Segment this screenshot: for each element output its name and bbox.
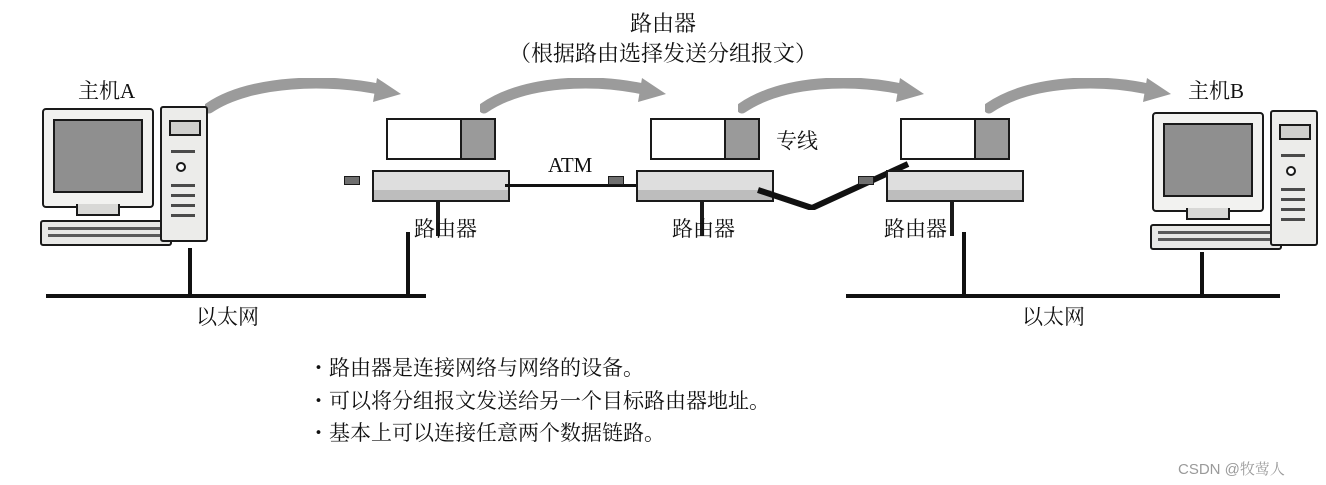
watermark: CSDN @牧莺人 [1178, 461, 1285, 478]
note-item-2: ・可以将分组报文发送给另一个目标路由器地址。 [308, 388, 770, 413]
router-1-port [344, 176, 360, 185]
note-item-1: ・路由器是连接网络与网络的设备。 [308, 356, 644, 380]
router-1-drop-line [406, 232, 410, 294]
host-a-screen [53, 119, 143, 193]
flow-arrow-3 [738, 78, 928, 118]
router-2-label: 路由器 [672, 217, 735, 241]
router-3-port [858, 176, 874, 185]
host-b-keyboard [1150, 224, 1282, 250]
diagram-title-line-2: （根据路由选择发送分组报文） [508, 41, 817, 66]
host-b-label: 主机B [1188, 79, 1245, 103]
host-a-keyboard [40, 220, 172, 246]
note-item-3: ・基本上可以连接任意两个数据链路。 [308, 421, 665, 446]
host-b-screen [1163, 123, 1253, 197]
flow-arrow-2 [480, 78, 670, 118]
router-3-unit [900, 118, 1010, 160]
router-3-drop-line [962, 232, 966, 294]
ethernet-left-label: 以太网 [196, 305, 259, 329]
host-a-monitor-stand [76, 204, 120, 216]
router-1-unit [386, 118, 496, 160]
router-2-port [608, 176, 624, 185]
notes-list [308, 352, 770, 450]
leased-line-label: 专线 [776, 129, 818, 153]
host-b-monitor [1152, 112, 1264, 212]
router-3-label: 路由器 [884, 217, 947, 241]
host-a-tower [160, 106, 208, 242]
host-b-monitor-stand [1186, 208, 1230, 220]
host-a-label: 主机A [78, 79, 136, 103]
router-2-unit [650, 118, 760, 160]
host-b-tower [1270, 110, 1318, 246]
atm-link-label: ATM [548, 153, 593, 177]
host-a-drop-line [188, 248, 192, 296]
ethernet-right-bus [846, 294, 1280, 298]
host-a-monitor [42, 108, 154, 208]
flow-arrow-4 [985, 78, 1175, 118]
flow-arrow-1 [205, 78, 405, 118]
diagram-title-line-1: 路由器 [629, 11, 696, 36]
ethernet-right-label: 以太网 [1022, 305, 1085, 329]
router-1-label: 路由器 [414, 217, 477, 241]
host-b-drop-line [1200, 252, 1204, 296]
ethernet-left-bus [46, 294, 426, 298]
